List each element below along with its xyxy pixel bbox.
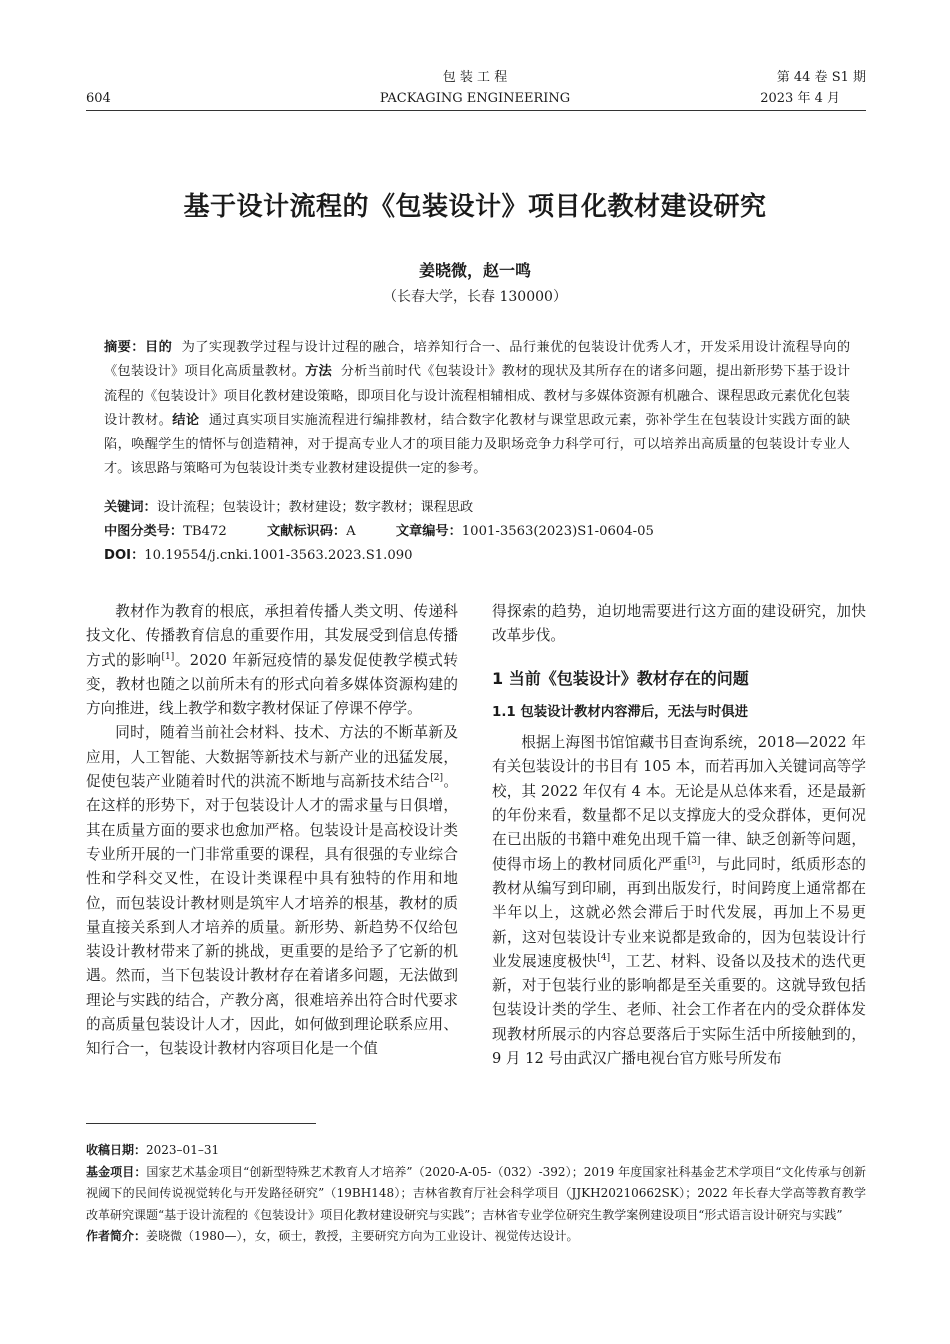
journal-name-en: PACKAGING ENGINEERING [379, 91, 571, 106]
header-rule [86, 110, 866, 111]
journal-name-cn: 包 装 工 程 [442, 70, 508, 85]
doc-code-label: 文献标识码： [267, 524, 347, 539]
purpose-label: 目的 [144, 340, 173, 355]
article-no-value: 1001-3563(2023)S1-0604-05 [461, 524, 654, 539]
section-heading: 1 当前《包装设计》教材存在的问题 [492, 668, 749, 688]
para-text: 同时，随着当前社会材料、技术、方法的不断革新及应用，人工智能、大数据等新技术与新产业的迅猛发展，促使包装产业随着时代的洪流不断地与高新技术结合 [86, 724, 458, 791]
volume-issue: 第 44 卷 S1 期 [776, 70, 866, 85]
method-label: 方法 [305, 364, 332, 380]
doi-line [104, 545, 850, 566]
received-value: 2023–01–31 [146, 1143, 220, 1157]
abstract-method: 分析当前时代《包装设计》教材的现状及其所存在的诸多问题，提出新形势下基于设计流程的《包装设计》项目化教材建设策略，即项目化与设计流程相辅相成、教材与多媒体资源有机融合、课程思政元素优化包装设计教材。 [104, 364, 851, 428]
fund-label: 基金项目： [86, 1164, 147, 1179]
author-bio [86, 1226, 866, 1248]
para-text: 教材作为教育的根底，承担着传播人类文明、传递科技文化、传播教育信息的重要作用，其发展受到信息传播方式的影响 [86, 603, 458, 669]
author-bio-value: 姜晓微（1980—），女，硕士，教授，主要研究方向为工业设计、视觉传达设计。 [146, 1229, 579, 1243]
paragraph [86, 721, 458, 1061]
citation-ref: [4] [597, 953, 611, 963]
paragraph: 得探索的趋势，迫切地需要进行这方面的建设研究，加快改革步伐。 [492, 603, 866, 645]
article-no-label: 文章编号： [395, 524, 462, 539]
keywords [104, 497, 850, 518]
conclusion-label: 结论 [172, 412, 200, 428]
page-number: 604 [86, 91, 111, 106]
citation-ref: [1] [161, 651, 175, 662]
abstract-label: 摘要： [104, 340, 145, 355]
paragraph [492, 731, 866, 1071]
subsection-heading: 1.1 包装设计教材内容滞后，无法与时俱进 [492, 704, 749, 720]
paper-title: 基于设计流程的《包装设计》项目化教材建设研究 [183, 192, 767, 222]
keywords-text: 设计流程；包装设计；教材建设；数字教材；课程思政 [156, 500, 474, 515]
received-label: 收稿日期： [86, 1143, 147, 1157]
para-text: 。在这样的形势下，对于包装设计人才的需求量与日俱增，其在质量方面的要求也愈加严格。包装设计是高校设计类专业所开展的一门非常重要的课程，具有很强的专业综合性和学科交叉性，在设计类课程中具有独特的作用和地位，而包装设计教材则是筑牢人才培养的根基，教材的质量直接关系到人才培养的质量。新形势、新趋势不仅给包装设计教材带来了新的挑战，更重要的是给予了它新的机遇。然而，当下包装设计教材存在着诸多问题，无法做到理论与实践的结合，产教分离，很难培养出符合时代要求的高质量包装设计人才，因此，如何做到理论联系应用、知行合一，包装设计教材内容项目化是一个值 [86, 773, 458, 1058]
body-right-column [492, 600, 866, 1071]
paragraph [86, 600, 458, 721]
body-left-column [86, 600, 458, 1062]
clc-value: TB472 [183, 524, 227, 539]
author-bio-label: 作者简介： [86, 1229, 147, 1243]
affiliation: （长春大学，长春 130000） [383, 289, 567, 305]
received-date [86, 1140, 866, 1162]
abstract [104, 336, 850, 482]
footnotes [86, 1140, 866, 1248]
para-text: 。2020 年新冠疫情的暴发促使教学模式转变，教材也随之以前所未有的形式向着多媒体资源构建的方向推进，线上教学和数字教材保证了停课不停学。 [86, 651, 458, 718]
para-text: ，与此同时，纸质形态的教材从编写到印刷，再到出版发行，时间跨度上通常都在半年以上，这就必然会滞后于时代发展，再加上不易更新，这对包装设计专业来说都是致命的，因为包装设计行业发展速度极快 [492, 855, 866, 970]
classification-line [104, 521, 850, 542]
citation-ref: [2] [430, 773, 444, 784]
abstract-conclusion: 通过真实项目实施流程进行编排教材，结合数字化教材与课堂思政元素，弥补学生在包装设计实践方面的缺陷，唤醒学生的情怀与创造精神，对于提高专业人才的项目能力及职场竞争力科学可行，可以培养出高质量的包装设计专业人才。该思路与策略可为包装设计类专业教材建设提供一定的参考。 [104, 412, 851, 477]
authors: 姜晓微，赵一鸣 [418, 261, 531, 280]
doi-value: 10.19554/j.cnki.1001-3563.2023.S1.090 [144, 548, 413, 563]
doi-label: DOI： [104, 548, 145, 563]
fund-value: 国家艺术基金项目“创新型特殊艺术教育人才培养”（2020-A-05-（032）-392）；2019 年度国家社科基金艺术学项目“文化传承与创新视阈下的民间传说视觉转化与开发路径研究”（19BH148）；吉林省教育厅社会科学项目（JJKH20210662SK）；2022 年长春大学高等教育教学改革研究课题“基于设计流程的《包装设计》项目化教材建设研究与实践”；吉林省专业学位研究生教学案例建设项目“形式语言设计研究与实践” [86, 1164, 866, 1222]
para-text: 根据上海图书馆馆藏书目查询系统，2018—2022 年有关包装设计的书目有 105 本，而若再加入关键词高等学校，其 2022 年仅有 4 本。无论是从总体来看，还是最新的年份来看，数量都不足以支撑庞大的受众群体，更何况在已出版的书籍中难免出现千篇一律、缺乏创新等问题，使得市场上的教材同质化严重 [492, 734, 866, 873]
abstract-purpose: 为了实现教学过程与设计过程的融合，培养知行合一、品行兼优的包装设计优秀人才，开发采用设计流程导向的《包装设计》项目化高质量教材。 [104, 340, 851, 380]
keywords-label: 关键词： [104, 500, 157, 515]
clc-label: 中图分类号： [104, 524, 184, 539]
fund-info [86, 1162, 866, 1227]
para-text: ，工艺、材料、设备以及技术的迭代更新，对于包装行业的影响都是至关重要的。这就导致包括包装设计类的学生、老师、社会工作者在内的受众群体发现教材所展示的内容总要落后于实际生活中所接触到的，9 月 12 号由武汉广播电视台官方账号所发布 [492, 952, 866, 1068]
footnote-rule [86, 1123, 316, 1124]
doc-code-value: A [346, 524, 356, 539]
citation-ref: [3] [687, 855, 701, 866]
issue-date: 2023 年 4 月 [760, 91, 840, 106]
